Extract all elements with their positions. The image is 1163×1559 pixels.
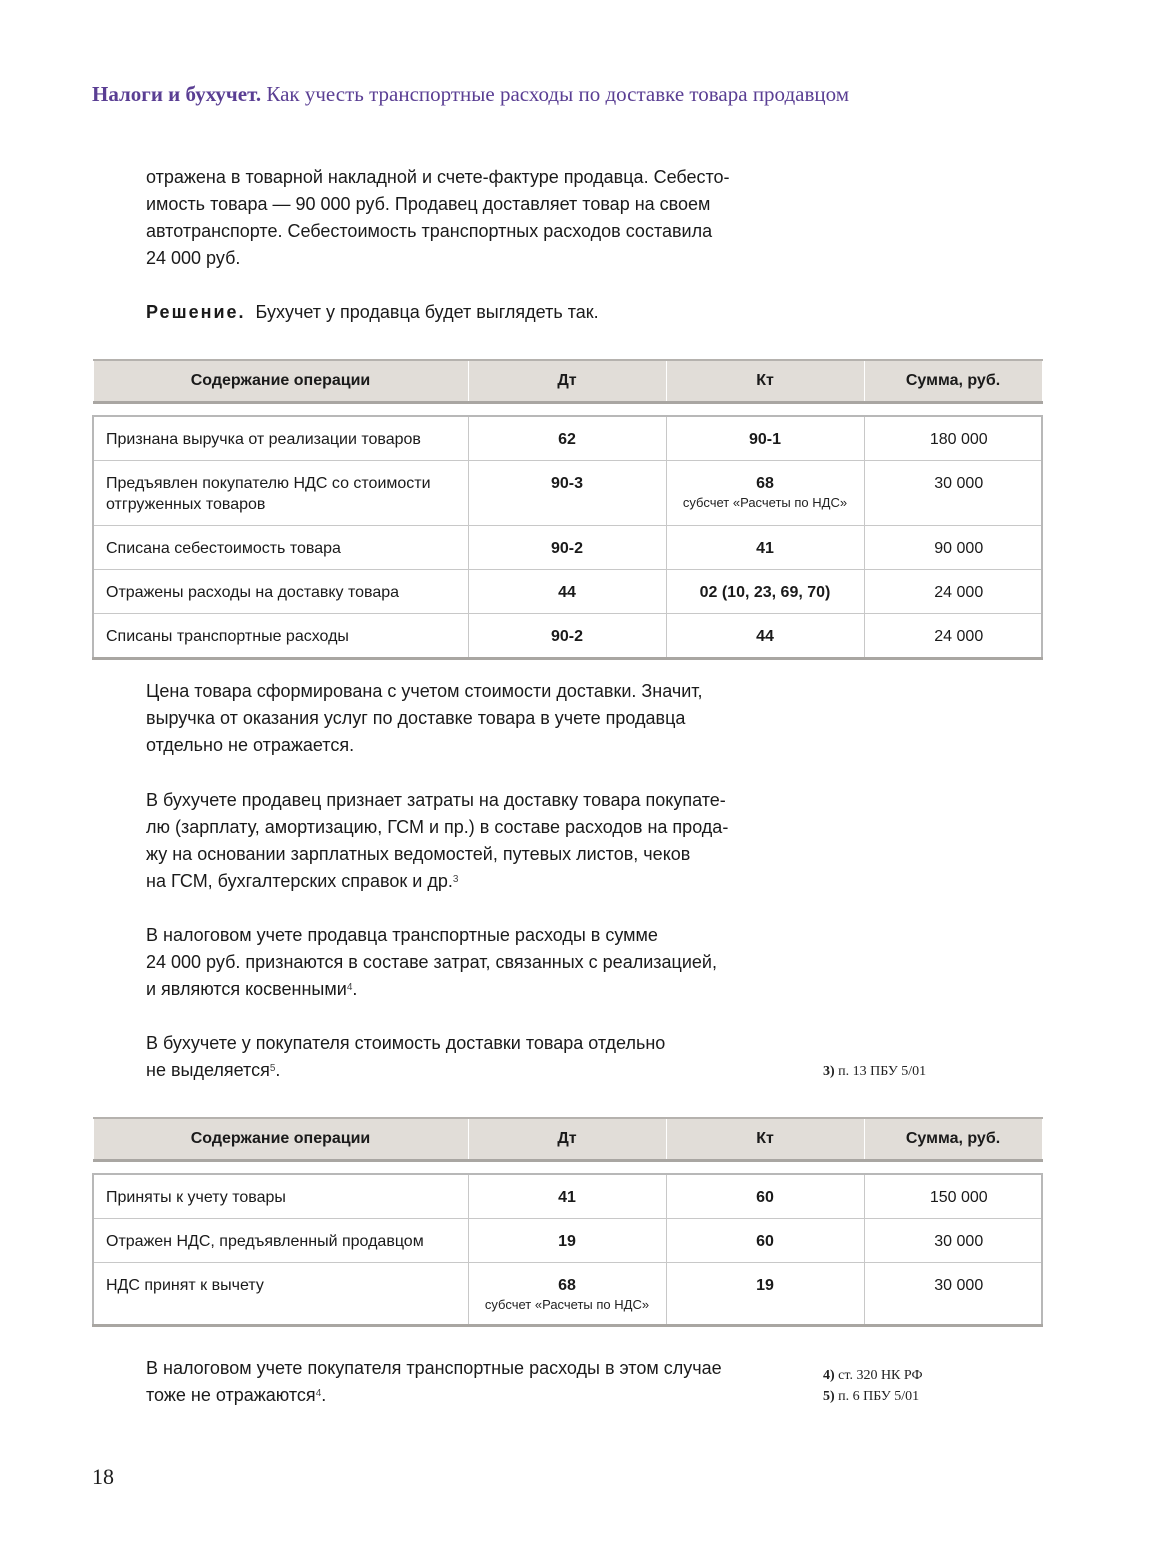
table-row xyxy=(93,416,1042,461)
text-line: выручка от оказания услуг по доставке товара в учете продавца xyxy=(146,708,686,728)
page-number: 18 xyxy=(92,1464,114,1489)
header-amount: Сумма, руб. xyxy=(864,360,1042,403)
footnote-ref: 3 xyxy=(452,874,459,885)
solution-paragraph xyxy=(146,299,786,326)
table-row xyxy=(93,1174,1042,1219)
operation-cell: Отражен НДС, предъявленный продавцом xyxy=(93,1219,468,1263)
subaccount-note: субсчет «Расчеты по НДС» xyxy=(484,1297,650,1312)
accounting-paragraph xyxy=(146,787,786,895)
operation-cell: Приняты к учету товары xyxy=(93,1174,468,1219)
credit-cell: 19 xyxy=(666,1263,864,1326)
text-line: жу на основании зарплатных ведомостей, путевых листов, чеков xyxy=(146,844,691,864)
text-line: В налоговом учете покупателя транспортные расходы в этом случае xyxy=(146,1358,722,1378)
header-operation: Содержание операции xyxy=(93,360,468,403)
tax-paragraph xyxy=(146,922,786,1003)
operation-cell: Признана выручка от реализации товаров xyxy=(93,416,468,461)
debit-cell: 90-2 xyxy=(468,614,666,659)
table-row xyxy=(93,614,1042,659)
text-line: отдельно не отражается. xyxy=(146,735,355,755)
text-line: 24 000 руб. xyxy=(146,248,241,268)
credit-cell: 68 субсчет «Расчеты по НДС» xyxy=(666,461,864,526)
amount-cell: 150 000 xyxy=(864,1174,1042,1219)
footnote-text: п. 13 ПБУ 5/01 xyxy=(838,1064,927,1079)
footnote-ref: 5 xyxy=(269,1063,276,1074)
footnote-ref: 4 xyxy=(315,1388,322,1399)
text-line: В бухучете продавец признает затраты на доставку товара покупате- xyxy=(146,790,726,810)
text-line: на ГСМ, бухгалтерских справок и др.$^3$ xyxy=(146,871,459,891)
text-line: лю (зарплату, амортизацию, ГСМ и пр.) в составе расходов на прода- xyxy=(146,817,729,837)
header-credit: Кт xyxy=(666,360,864,403)
debit-cell: 19 xyxy=(468,1219,666,1263)
debit-cell: 90-2 xyxy=(468,526,666,570)
amount-cell: 24 000 xyxy=(864,614,1042,659)
intro-paragraph xyxy=(146,164,786,272)
footnote-3 xyxy=(823,1061,926,1082)
credit-cell: 60 xyxy=(666,1174,864,1219)
operation-cell: НДС принят к вычету xyxy=(93,1263,468,1326)
table-row xyxy=(93,570,1042,614)
header-debit: Дт xyxy=(468,360,666,403)
text-line: тоже не отражаются$^4$. xyxy=(146,1385,327,1405)
text-line: отражена в товарной накладной и счете-фактуре продавца. Себесто- xyxy=(146,167,730,187)
header-amount: Сумма, руб. xyxy=(864,1118,1042,1161)
debit-cell: 90-3 xyxy=(468,461,666,526)
text-line: 24 000 руб. признаются в составе затрат, связанных с реализацией, xyxy=(146,952,717,972)
debit-cell: 44 xyxy=(468,570,666,614)
operation-cell: Предъявлен покупателю НДС со стоимости отгруженных товаров xyxy=(93,461,468,526)
footnote-5 xyxy=(823,1386,919,1407)
seller-entries-table xyxy=(92,359,1043,660)
header-section: Налоги и бухучет. xyxy=(92,82,262,106)
header-debit: Дт xyxy=(468,1118,666,1161)
subaccount-note: субсчет «Расчеты по НДС» xyxy=(682,495,848,510)
credit-cell: 44 xyxy=(666,614,864,659)
table-row xyxy=(93,1263,1042,1326)
amount-cell: 24 000 xyxy=(864,570,1042,614)
table-header-row xyxy=(93,1118,1042,1161)
solution-label: Решение. xyxy=(146,302,246,322)
table-row xyxy=(93,461,1042,526)
header-title: Как учесть транспортные расходы по доставке товара продавцом xyxy=(266,82,850,106)
operation-cell: Списана себестоимость товара xyxy=(93,526,468,570)
buyer-entries-table xyxy=(92,1117,1043,1327)
header-credit: Кт xyxy=(666,1118,864,1161)
header-operation: Содержание операции xyxy=(93,1118,468,1161)
footnote-number: 4) xyxy=(823,1368,835,1383)
debit-cell: 41 xyxy=(468,1174,666,1219)
footnote-number: 5) xyxy=(823,1389,835,1404)
operation-cell: Списаны транспортные расходы xyxy=(93,614,468,659)
table-row xyxy=(93,1219,1042,1263)
price-paragraph xyxy=(146,678,786,759)
footnote-number: 3) xyxy=(823,1064,835,1079)
amount-cell: 90 000 xyxy=(864,526,1042,570)
amount-cell: 30 000 xyxy=(864,1263,1042,1326)
text-line: не выделяется$^5$. xyxy=(146,1060,281,1080)
amount-cell: 30 000 xyxy=(864,1219,1042,1263)
footnote-ref: 4 xyxy=(346,982,353,993)
text-line: В бухучете у покупателя стоимость доставки товара отдельно xyxy=(146,1033,666,1053)
text-line: имость товара — 90 000 руб. Продавец доставляет товар на своем xyxy=(146,194,711,214)
buyer-tax-paragraph xyxy=(146,1355,786,1409)
text-line: Цена товара сформирована с учетом стоимости доставки. Значит, xyxy=(146,681,703,701)
operation-cell: Отражены расходы на доставку товара xyxy=(93,570,468,614)
amount-cell: 30 000 xyxy=(864,461,1042,526)
running-header xyxy=(92,82,849,107)
footnote-text: п. 6 ПБУ 5/01 xyxy=(838,1389,920,1404)
credit-cell: 02 (10, 23, 69, 70) xyxy=(666,570,864,614)
text-line: и являются косвенными$^4$. xyxy=(146,979,358,999)
text-line: В налоговом учете продавца транспортные расходы в сумме xyxy=(146,925,658,945)
footnote-4 xyxy=(823,1365,923,1386)
credit-cell: 41 xyxy=(666,526,864,570)
footnote-text: ст. 320 НК РФ xyxy=(838,1368,923,1383)
table-header-row xyxy=(93,360,1042,403)
buyer-paragraph xyxy=(146,1030,786,1084)
debit-cell: 62 xyxy=(468,416,666,461)
amount-cell: 180 000 xyxy=(864,416,1042,461)
credit-cell: 90-1 xyxy=(666,416,864,461)
credit-cell: 60 xyxy=(666,1219,864,1263)
debit-cell: 68 субсчет «Расчеты по НДС» xyxy=(468,1263,666,1326)
table-row xyxy=(93,526,1042,570)
solution-text: Бухучет у продавца будет выглядеть так. xyxy=(255,302,599,322)
text-line: автотранспорте. Себестоимость транспортных расходов составила xyxy=(146,221,713,241)
